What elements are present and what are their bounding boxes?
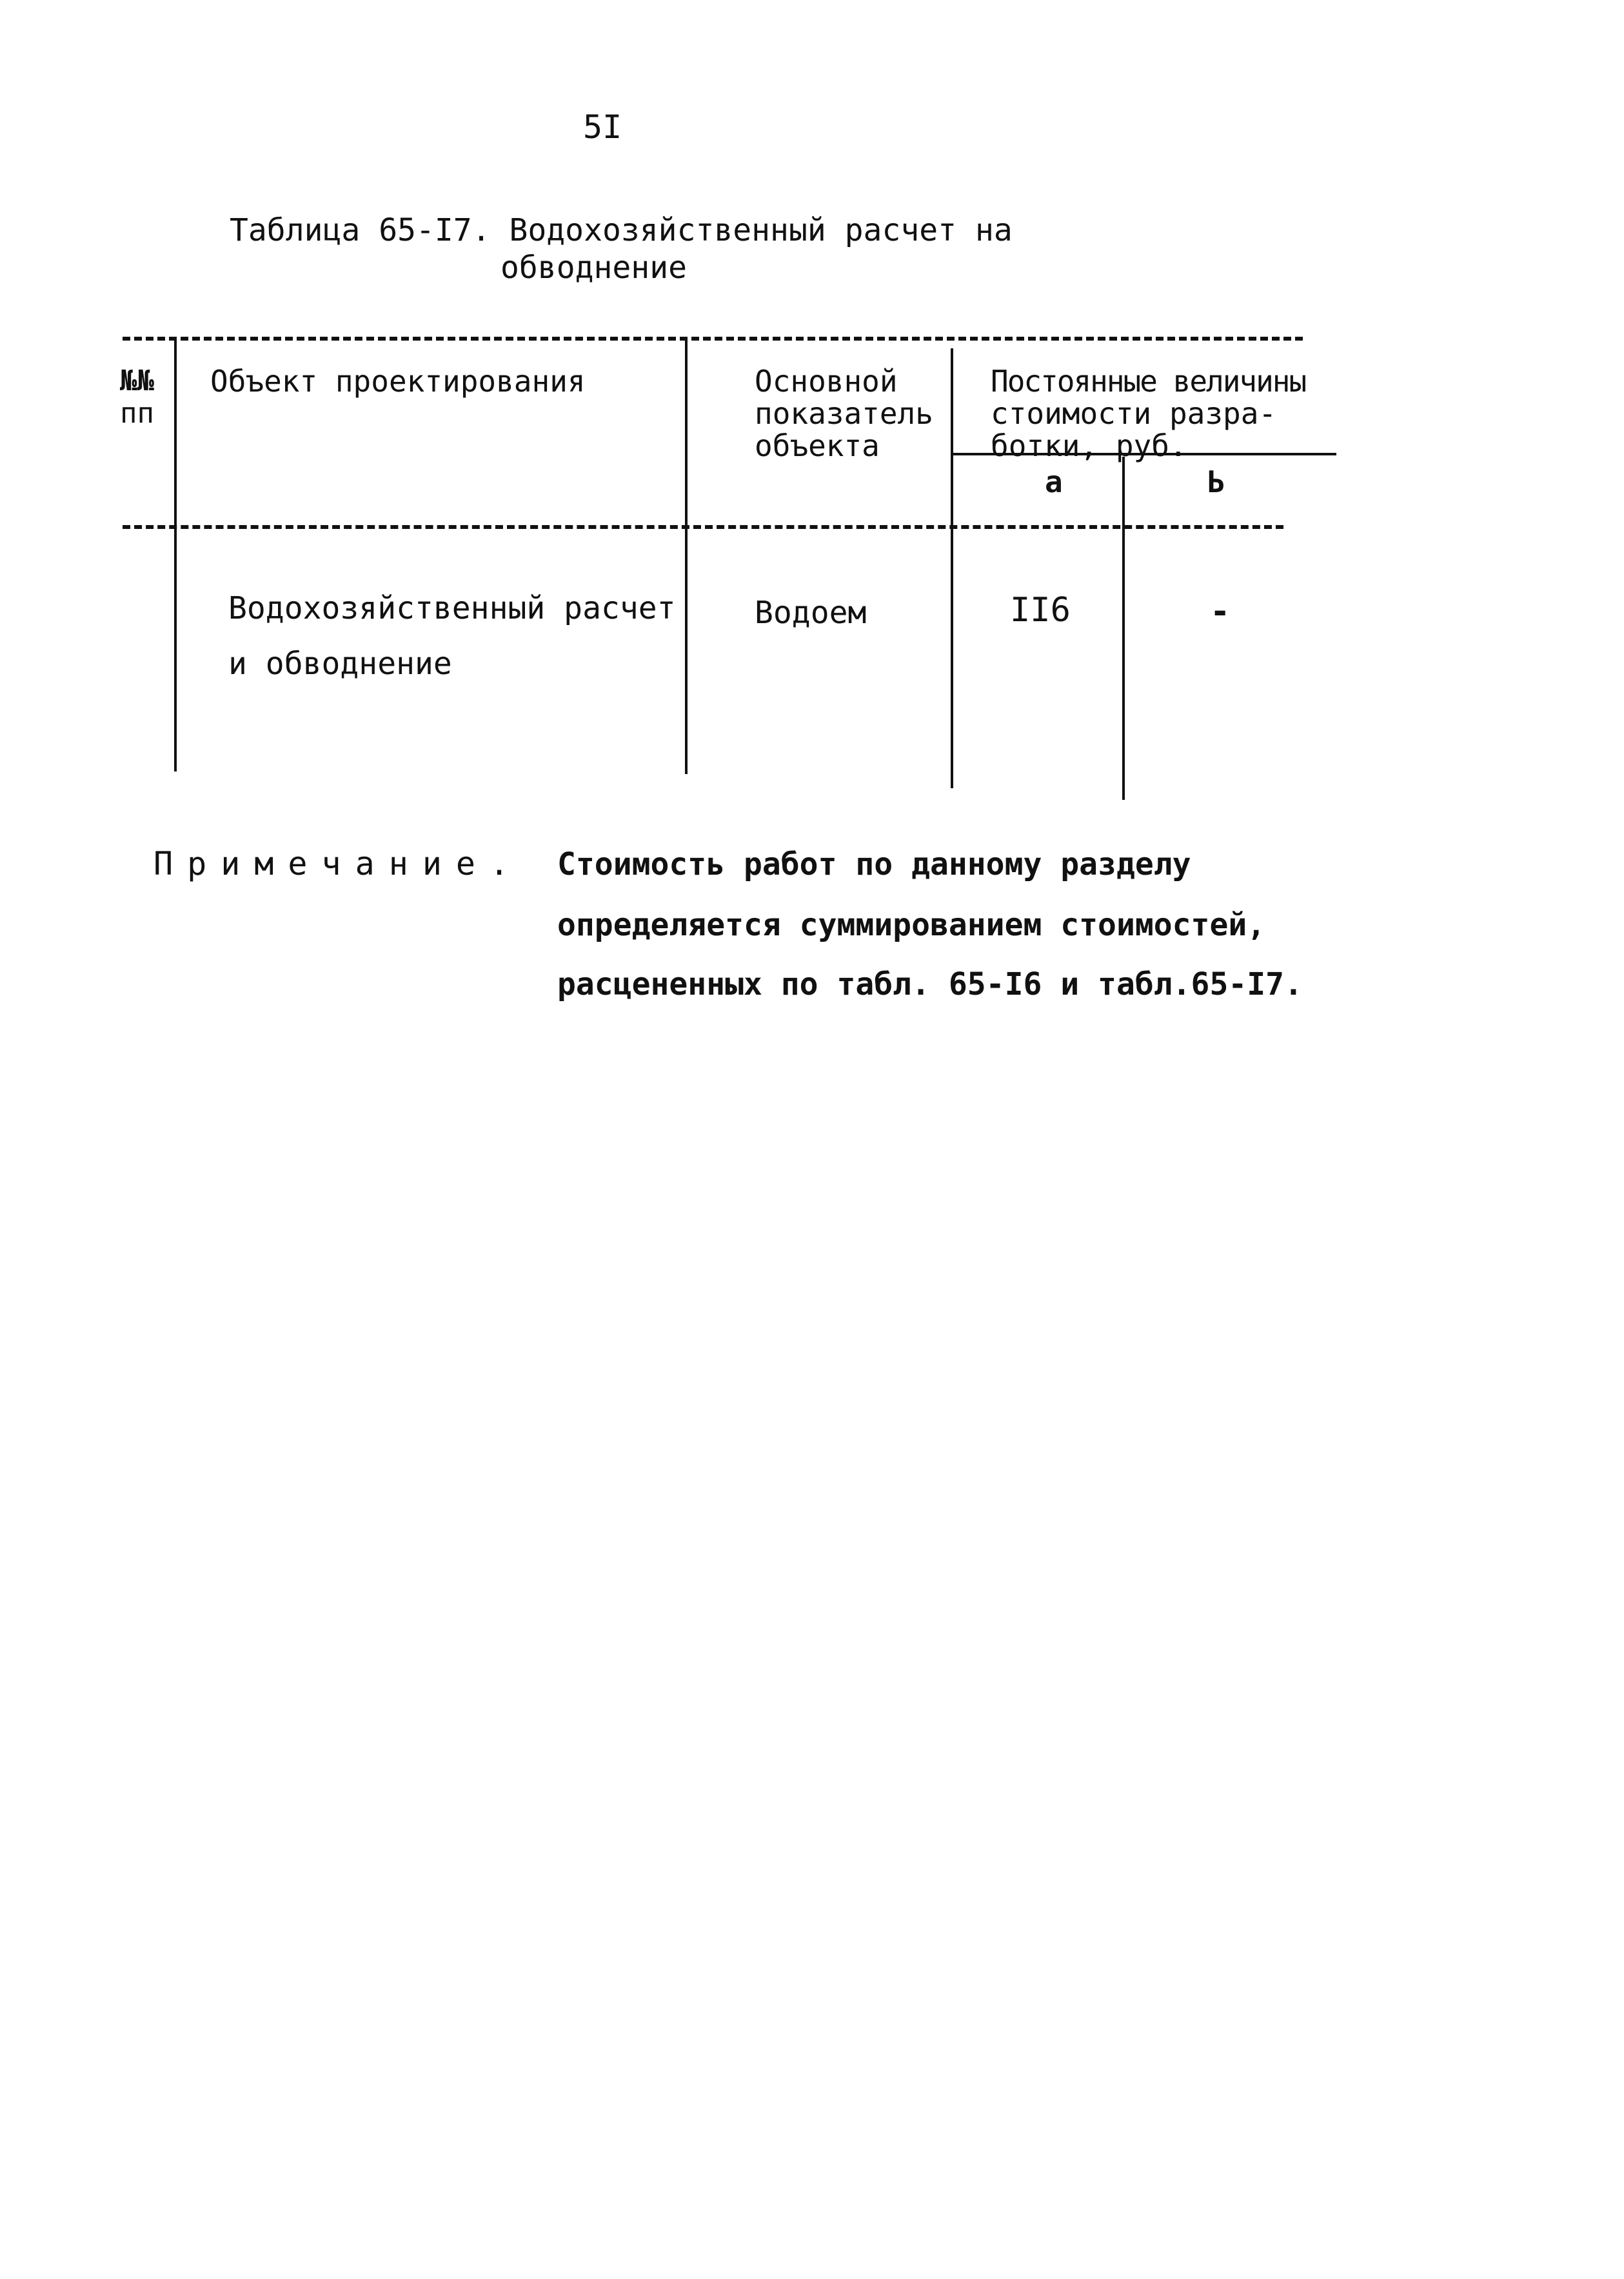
row-value-b: - (1210, 592, 1231, 631)
column-divider-4 (1122, 457, 1125, 800)
table-top-rule (123, 337, 1303, 341)
header-object: Объект проектирования (210, 364, 586, 399)
row-object: Водохозяйственный расчет и обводнение (228, 590, 676, 682)
row-value-a: II6 (1010, 591, 1071, 630)
header-indicator: Основной показатель объекта (755, 364, 933, 463)
table-caption (230, 212, 1013, 286)
header-sub-a: а (1045, 464, 1063, 499)
header-sub-b: Ь (1207, 464, 1225, 499)
caption-line-2: обводнение (500, 250, 687, 286)
note-line-2: определяется суммированием стоимостей, (557, 907, 1266, 943)
table-header-bottom-rule (123, 525, 1283, 529)
note-line-3: расцененных по табл. 65-I6 и табл.65-I7. (557, 966, 1303, 1002)
caption-line-1: Таблица 65-I7. Водохозяйственный расчет на (230, 212, 1013, 248)
header-num: №№ пп (120, 364, 154, 430)
header-constants: Постоянные величины стоимости разра- ботки, руб. (991, 364, 1306, 463)
page-number: 5I (583, 108, 622, 146)
column-divider-3 (951, 348, 953, 788)
note-line-1: Стоимость работ по данному разделу (557, 846, 1191, 882)
note-label: Примечание. (153, 845, 524, 882)
row-indicator: Водоем (755, 595, 867, 631)
column-divider-1 (174, 341, 177, 771)
column-divider-2 (685, 341, 688, 774)
